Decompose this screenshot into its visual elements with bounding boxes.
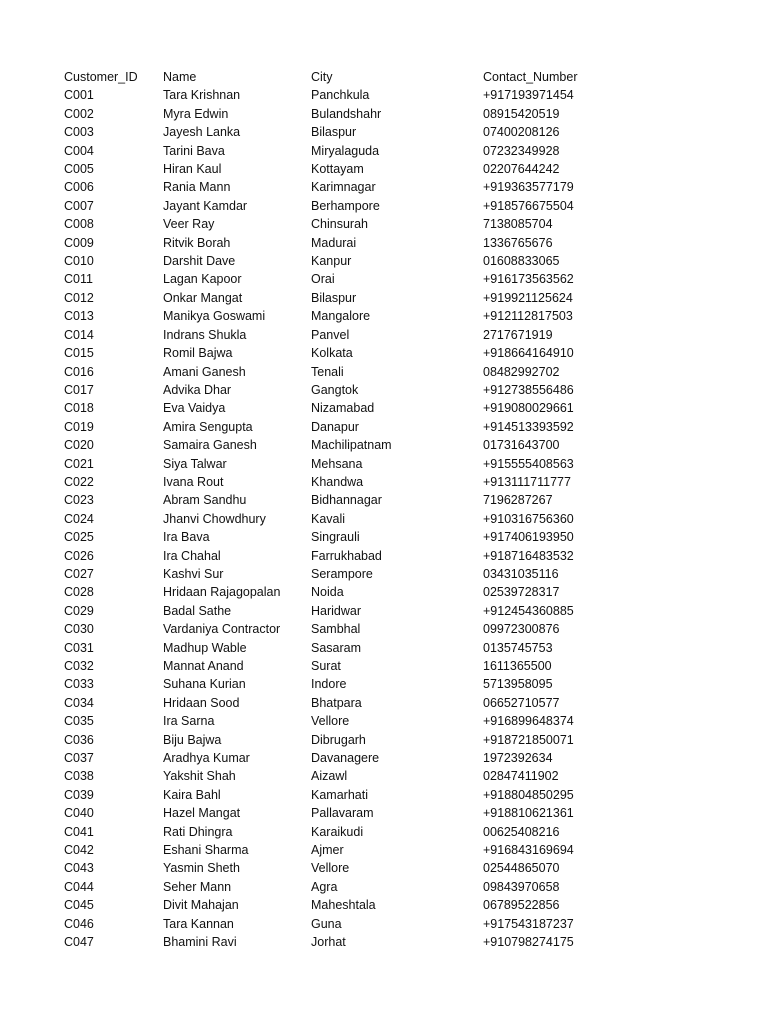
cell-name: Suhana Kurian <box>163 677 246 692</box>
cell-customer-id: C014 <box>64 327 94 342</box>
cell-city: Maheshtala <box>311 898 376 913</box>
table-row <box>59 620 638 638</box>
cell-customer-id: C009 <box>64 235 94 250</box>
cell-contact-number: 1336765676 <box>483 235 553 250</box>
cell-contact-number: 1611365500 <box>483 659 552 673</box>
cell-name: Indrans Shukla <box>163 327 247 342</box>
cell-name: Abram Sandhu <box>163 493 247 508</box>
cell-contact-number: +917543187237 <box>483 916 574 931</box>
cell-contact-number: 01608833065 <box>483 254 560 269</box>
table-row <box>59 657 638 675</box>
cell-city: Singrauli <box>311 530 360 545</box>
cell-city: Farrukhabad <box>311 548 382 563</box>
cell-customer-id: C018 <box>64 401 94 416</box>
cell-customer-id: C013 <box>64 309 94 324</box>
cell-city: Panchkula <box>311 88 370 103</box>
table-row <box>59 915 638 933</box>
cell-contact-number: 09972300876 <box>483 622 560 637</box>
table-row <box>59 896 638 914</box>
column-header-customer-id: Customer_ID <box>64 70 138 84</box>
cell-city: Vellore <box>311 714 350 729</box>
cell-name: Jhanvi Chowdhury <box>163 511 266 526</box>
cell-name: Ira Bava <box>163 530 210 545</box>
cell-name: Onkar Mangat <box>163 290 243 305</box>
cell-name: Yasmin Sheth <box>163 861 240 876</box>
cell-customer-id: C033 <box>64 677 94 692</box>
cell-city: Panvel <box>311 327 350 342</box>
cell-customer-id: C010 <box>64 254 94 269</box>
cell-name: Hridaan Rajagopalan <box>163 585 281 600</box>
table-row <box>59 786 638 804</box>
cell-customer-id: C032 <box>64 659 94 673</box>
cell-city: Machilipatnam <box>311 438 392 453</box>
cell-customer-id: C030 <box>64 622 94 637</box>
cell-customer-id: C008 <box>64 217 94 232</box>
cell-city: Vellore <box>311 861 350 876</box>
cell-contact-number: +915555408563 <box>483 456 574 471</box>
cell-contact-number: +917406193950 <box>483 530 574 545</box>
cell-name: Romil Bajwa <box>163 346 233 361</box>
cell-contact-number: 02544865070 <box>483 861 560 876</box>
column-header-contact-number: Contact_Number <box>483 70 578 84</box>
cell-contact-number: +913111711777 <box>483 474 571 489</box>
cell-name: Ira Sarna <box>163 714 215 729</box>
column-header-name: Name <box>163 70 197 84</box>
cell-contact-number: +918716483532 <box>483 548 574 563</box>
cell-customer-id: C027 <box>64 566 94 581</box>
cell-name: Myra Edwin <box>163 106 229 121</box>
cell-city: Kolkata <box>311 346 353 361</box>
cell-contact-number: +910798274175 <box>483 935 574 950</box>
cell-city: Sambhal <box>311 622 361 637</box>
table-row <box>59 933 638 951</box>
cell-customer-id: C003 <box>64 125 94 140</box>
table-row <box>59 694 638 712</box>
cell-contact-number: 09843970658 <box>483 879 560 894</box>
cell-city: Karimnagar <box>311 180 376 195</box>
cell-name: Samaira Ganesh <box>163 438 257 453</box>
cell-city: Agra <box>311 879 338 894</box>
cell-contact-number: 06789522856 <box>483 898 560 913</box>
table-row <box>59 252 638 270</box>
cell-city: Bilaspur <box>311 125 357 140</box>
cell-contact-number: +919363577179 <box>483 180 574 195</box>
cell-customer-id: C035 <box>64 714 94 729</box>
table-row <box>59 639 638 657</box>
table-row <box>59 86 638 104</box>
cell-contact-number: 7196287267 <box>483 493 553 508</box>
cell-name: Ritvik Borah <box>163 235 231 250</box>
cell-customer-id: C005 <box>64 162 94 177</box>
cell-customer-id: C022 <box>64 474 94 489</box>
cell-customer-id: C007 <box>64 198 94 213</box>
cell-name: Ivana Rout <box>163 474 224 489</box>
cell-name: Divit Mahajan <box>163 898 239 913</box>
cell-city: Serampore <box>311 566 373 581</box>
cell-customer-id: C047 <box>64 935 94 950</box>
cell-customer-id: C036 <box>64 732 94 747</box>
table-row <box>59 804 638 822</box>
table-row <box>59 123 638 141</box>
cell-city: Bilaspur <box>311 290 357 305</box>
table-row <box>59 344 638 362</box>
table-row <box>59 178 638 196</box>
cell-customer-id: C044 <box>64 879 94 894</box>
cell-city: Mangalore <box>311 309 371 324</box>
cell-name: Aradhya Kumar <box>163 751 250 766</box>
cell-city: Tenali <box>311 364 344 379</box>
cell-customer-id: C040 <box>64 806 94 821</box>
cell-customer-id: C031 <box>64 640 94 655</box>
table-row <box>59 731 638 749</box>
cell-customer-id: C042 <box>64 843 94 858</box>
cell-contact-number: 01731643700 <box>483 438 560 453</box>
cell-contact-number: 0135745753 <box>483 640 553 655</box>
table-row <box>59 473 638 491</box>
cell-customer-id: C017 <box>64 382 94 397</box>
cell-name: Hiran Kaul <box>163 162 222 177</box>
cell-city: Mehsana <box>311 456 363 471</box>
table-row <box>59 142 638 160</box>
table-body <box>59 86 638 951</box>
cell-name: Kaira Bahl <box>163 787 221 802</box>
cell-contact-number: +916899648374 <box>483 714 574 729</box>
cell-customer-id: C037 <box>64 751 94 766</box>
cell-name: Badal Sathe <box>163 603 232 618</box>
table-row <box>59 767 638 785</box>
table-row <box>59 675 638 693</box>
cell-customer-id: C006 <box>64 180 94 195</box>
cell-city: Bulandshahr <box>311 106 382 121</box>
cell-name: Amani Ganesh <box>163 364 246 379</box>
cell-name: Eshani Sharma <box>163 843 249 858</box>
cell-contact-number: +916173563562 <box>483 272 574 287</box>
cell-customer-id: C045 <box>64 898 94 913</box>
cell-customer-id: C021 <box>64 456 94 471</box>
cell-name: Tarini Bava <box>163 143 225 158</box>
cell-customer-id: C039 <box>64 787 94 802</box>
cell-name: Advika Dhar <box>163 382 232 397</box>
cell-name: Bhamini Ravi <box>163 935 237 950</box>
cell-city: Kavali <box>311 511 346 526</box>
table-row <box>59 289 638 307</box>
cell-contact-number: 06652710577 <box>483 695 560 710</box>
cell-customer-id: C015 <box>64 346 94 361</box>
table-row <box>59 583 638 601</box>
cell-city: Chinsurah <box>311 217 368 232</box>
cell-city: Surat <box>311 659 341 673</box>
table-row <box>59 823 638 841</box>
header-row <box>59 68 638 86</box>
cell-contact-number: +910316756360 <box>483 511 574 526</box>
table-row <box>59 547 638 565</box>
cell-customer-id: C043 <box>64 861 94 876</box>
customer-table <box>59 68 638 952</box>
cell-city: Sasaram <box>311 640 362 655</box>
table-row <box>59 712 638 730</box>
column-header-city: City <box>311 70 333 84</box>
cell-contact-number: 2717671919 <box>483 327 553 342</box>
table-row <box>59 528 638 546</box>
table-row <box>59 749 638 767</box>
cell-customer-id: C034 <box>64 695 94 710</box>
cell-name: Yakshit Shah <box>163 769 236 784</box>
cell-name: Rati Dhingra <box>163 824 233 839</box>
cell-city: Kanpur <box>311 254 352 269</box>
cell-contact-number: +918576675504 <box>483 198 574 213</box>
cell-city: Miryalaguda <box>311 143 380 158</box>
cell-contact-number: 1972392634 <box>483 751 553 766</box>
cell-city: Noida <box>311 585 344 600</box>
cell-customer-id: C029 <box>64 603 94 618</box>
cell-customer-id: C023 <box>64 493 94 508</box>
cell-city: Ajmer <box>311 843 344 858</box>
cell-name: Amira Sengupta <box>163 419 253 434</box>
cell-customer-id: C004 <box>64 143 94 158</box>
table-row <box>59 859 638 877</box>
cell-contact-number: 5713958095 <box>483 677 553 692</box>
cell-contact-number: +918804850295 <box>483 787 574 802</box>
cell-contact-number: 02847411902 <box>483 769 559 784</box>
table-row <box>59 455 638 473</box>
cell-city: Khandwa <box>311 474 364 489</box>
cell-customer-id: C016 <box>64 364 94 379</box>
cell-contact-number: +919080029661 <box>483 401 574 416</box>
cell-contact-number: 07232349928 <box>483 143 560 158</box>
cell-contact-number: +919921125624 <box>483 290 573 305</box>
table-row <box>59 565 638 583</box>
table-row <box>59 510 638 528</box>
cell-city: Danapur <box>311 419 359 434</box>
cell-name: Hridaan Sood <box>163 695 240 710</box>
cell-city: Nizamabad <box>311 401 375 416</box>
cell-customer-id: C001 <box>64 88 94 103</box>
cell-contact-number: +918721850071 <box>483 732 574 747</box>
cell-city: Aizawl <box>311 769 348 784</box>
cell-customer-id: C038 <box>64 769 94 784</box>
cell-name: Vardaniya Contractor <box>163 622 281 637</box>
cell-city: Davanagere <box>311 751 380 766</box>
cell-customer-id: C046 <box>64 916 94 931</box>
cell-contact-number: 03431035116 <box>483 566 559 581</box>
cell-contact-number: +916843169694 <box>483 843 574 858</box>
cell-city: Indore <box>311 677 347 692</box>
cell-customer-id: C019 <box>64 419 94 434</box>
cell-name: Lagan Kapoor <box>163 272 242 287</box>
cell-contact-number: +917193971454 <box>483 88 574 103</box>
cell-customer-id: C026 <box>64 548 94 563</box>
cell-city: Gangtok <box>311 382 359 397</box>
cell-name: Jayant Kamdar <box>163 198 248 213</box>
cell-customer-id: C028 <box>64 585 94 600</box>
cell-name: Darshit Dave <box>163 254 236 269</box>
cell-city: Kottayam <box>311 162 364 177</box>
table-row <box>59 307 638 325</box>
cell-city: Orai <box>311 272 335 287</box>
cell-customer-id: C041 <box>64 824 94 839</box>
table-row <box>59 436 638 454</box>
table-row <box>59 160 638 178</box>
cell-name: Veer Ray <box>163 217 215 232</box>
table-row <box>59 270 638 288</box>
cell-name: Manikya Goswami <box>163 309 266 324</box>
cell-city: Dibrugarh <box>311 732 366 747</box>
cell-contact-number: +912454360885 <box>483 603 574 618</box>
cell-name: Madhup Wable <box>163 640 247 655</box>
cell-contact-number: 7138085704 <box>483 217 553 232</box>
cell-name: Tara Kannan <box>163 916 234 931</box>
cell-contact-number: +918810621361 <box>483 806 574 821</box>
cell-city: Bidhannagar <box>311 493 382 508</box>
cell-name: Rania Mann <box>163 180 231 195</box>
cell-customer-id: C002 <box>64 106 94 121</box>
cell-contact-number: +912738556486 <box>483 382 574 397</box>
table-row <box>59 234 638 252</box>
cell-contact-number: 00625408216 <box>483 824 560 839</box>
table-row <box>59 841 638 859</box>
table-row <box>59 363 638 381</box>
cell-customer-id: C020 <box>64 438 94 453</box>
cell-name: Ira Chahal <box>163 548 221 563</box>
cell-contact-number: +918664164910 <box>483 346 574 361</box>
cell-contact-number: 08915420519 <box>483 106 560 121</box>
cell-city: Jorhat <box>311 935 346 950</box>
cell-contact-number: +914513393592 <box>483 419 574 434</box>
cell-city: Berhampore <box>311 198 380 213</box>
table-row <box>59 418 638 436</box>
table-row <box>59 326 638 344</box>
cell-city: Pallavaram <box>311 806 374 821</box>
cell-city: Madurai <box>311 235 357 250</box>
cell-contact-number: 07400208126 <box>483 125 560 140</box>
cell-city: Kamarhati <box>311 787 368 802</box>
cell-name: Seher Mann <box>163 879 232 894</box>
cell-customer-id: C025 <box>64 530 94 545</box>
table-row <box>59 105 638 123</box>
table-row <box>59 197 638 215</box>
cell-name: Kashvi Sur <box>163 566 224 581</box>
table-row <box>59 602 638 620</box>
cell-name: Biju Bajwa <box>163 732 222 747</box>
cell-contact-number: 02539728317 <box>483 585 560 600</box>
cell-contact-number: 02207644242 <box>483 162 560 177</box>
table-row <box>59 878 638 896</box>
cell-name: Eva Vaidya <box>163 401 226 416</box>
cell-name: Hazel Mangat <box>163 806 241 821</box>
cell-contact-number: 08482992702 <box>483 364 560 379</box>
cell-contact-number: +912112817503 <box>483 309 573 324</box>
cell-city: Haridwar <box>311 603 362 618</box>
cell-customer-id: C011 <box>64 272 93 287</box>
cell-name: Mannat Anand <box>163 659 244 673</box>
table-row <box>59 215 638 233</box>
table-row <box>59 381 638 399</box>
cell-name: Siya Talwar <box>163 456 227 471</box>
cell-customer-id: C012 <box>64 290 94 305</box>
table-row <box>59 399 638 417</box>
cell-city: Karaikudi <box>311 824 364 839</box>
cell-name: Jayesh Lanka <box>163 125 241 140</box>
cell-name: Tara Krishnan <box>163 88 241 103</box>
cell-city: Guna <box>311 916 342 931</box>
cell-city: Bhatpara <box>311 695 362 710</box>
table-row <box>59 491 638 509</box>
cell-customer-id: C024 <box>64 511 94 526</box>
